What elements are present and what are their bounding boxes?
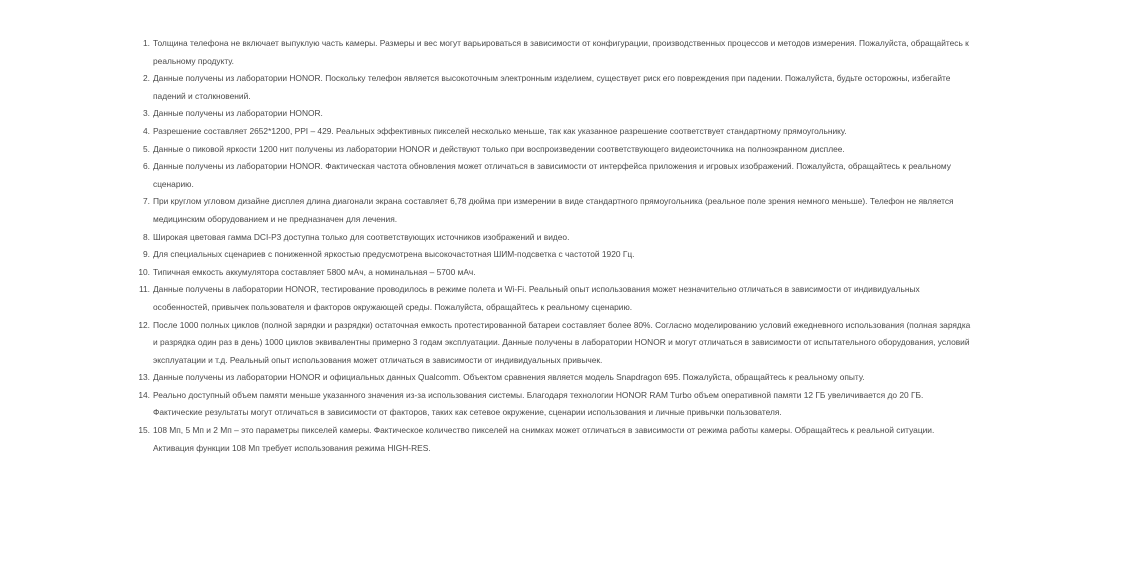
footnote-item: [0, 141, 990, 159]
footnote-text: Данные о пиковой яркости 1200 нит получены из лаборатории HONOR и действуют только при воспроизведении соответствующего видеоисточника на полноэкранном дисплее.: [153, 143, 845, 154]
footnote-text: Данные получены в лаборатории HONOR, тестирование проводилось в режиме полета и Wi-Fi. Реальный опыт использования может незначительно отличаться в зависимости от индивидуальных особенностей, привычек пользователя и факторов окружающей среды. Пожалуйста, обращайтесь к реальному сценарию.: [153, 284, 920, 312]
footnote-number: 10.: [138, 266, 150, 277]
footnote-item: [0, 158, 990, 193]
footnote-number: 1.: [143, 38, 150, 48]
footnote-text: После 1000 полных циклов (полной зарядки и разрядки) остаточная емкость протестированной батареи составляет более 80%. Согласно моделированию условий ежедневного использования (полная зарядка и разрядка один раз в день) 1000 циклов эквивалентны примерно 3 годам эксплуатации. Данные получены в лаборатории HONOR и могут отличаться в зависимости от испытательного оборудования, условий эксплуатации и т.д. Реальный опыт использования может отличаться в зависимости от индивидуальных привычек.: [153, 319, 971, 365]
footnote-text: Данные получены из лаборатории HONOR. Фактическая частота обновления может отличаться в зависимости от интерфейса приложения и игровых изображений. Пожалуйста, обращайтесь к реальному сценарию.: [153, 161, 951, 189]
footnote-number: 11.: [138, 284, 150, 295]
footnote-number: 3.: [143, 108, 150, 119]
footnote-text: Данные получены из лаборатории HONOR. Поскольку телефон является высокоточным электронным изделием, существует риск его повреждения при падении. Пожалуйста, будьте осторожны, избегайте падений и столкновений.: [153, 73, 951, 101]
footnote-text: Реально доступный объем памяти меньше указанного значения из-за использования системы. Благодаря технологии HONOR RAM Turbo объем оперативной памяти 12 ГБ увеличивается до 20 ГБ. Фактические результаты могут отличаться в зависимости от факторов, таких как сетевое окружение, сценарии использования и личные привычки пользователя.: [153, 389, 924, 418]
footnote-text: Широкая цветовая гамма DCI-P3 доступна только для соответствующих источников изображений и видео.: [153, 231, 570, 242]
footnote-number: 2.: [143, 73, 150, 84]
footnote-text: Толщина телефона не включает выпуклую часть камеры. Размеры и вес могут варьироваться в зависимости от конфигурации, производственных процессов и методов измерения. Пожалуйста, обращайтесь к реальному продукту.: [153, 38, 969, 66]
footnote-number: 9.: [143, 249, 150, 260]
footnote-item: [0, 123, 990, 141]
footnote-item: [0, 264, 990, 282]
footnote-number: 6.: [143, 161, 150, 172]
footnote-number: 15.: [138, 425, 150, 436]
footnote-text: Данные получены из лаборатории HONOR и официальных данных Qualcomm. Объектом сравнения является модель Snapdragon 695. Пожалуйста, обращайтесь к реальному опыту.: [153, 372, 865, 383]
footnote-number: 12.: [138, 319, 150, 330]
footnote-item: [0, 193, 990, 228]
footnote-item: [0, 70, 990, 105]
footnote-number: 8.: [143, 231, 150, 242]
footnote-text: Данные получены из лаборатории HONOR.: [153, 108, 323, 119]
footnote-item: [0, 105, 990, 123]
footnotes-list: [0, 35, 990, 457]
footnote-number: 4.: [143, 125, 150, 136]
footnote-item: [0, 35, 990, 70]
footnote-text: Типичная емкость аккумулятора составляет 5800 мАч, а номинальная – 5700 мАч.: [153, 266, 476, 277]
footnote-number: 7.: [143, 196, 150, 207]
footnote-item: [0, 246, 990, 264]
footnote-item: [0, 387, 990, 422]
footnote-item: [0, 369, 990, 387]
footnote-text: Для специальных сценариев с пониженной яркостью предусмотрена высокочастотная ШИМ-подсветка с частотой 1920 Гц.: [153, 249, 635, 260]
footnote-text: При круглом угловом дизайне дисплея длина диагонали экрана составляет 6,78 дюйма при измерении в виде стандартного прямоугольника (реальное поле зрения немного меньше). Телефон не является медицинским оборудованием и не предназначен для лечения.: [153, 196, 954, 224]
footnote-item: [0, 281, 990, 316]
footnote-text: 108 Мп, 5 Мп и 2 Мп – это параметры пикселей камеры. Фактическое количество пикселей на снимках может отличаться в зависимости от режима работы камеры. Обращайтесь к реальной ситуации. Активация функции 108 Мп требует использования режима HIGH-RES.: [153, 425, 935, 453]
footnote-number: 13.: [138, 372, 150, 383]
footnote-text: Разрешение составляет 2652*1200, PPI – 429. Реальных эффективных пикселей несколько меньше, так как указанное разрешение соответствует стандартному прямоугольнику.: [153, 125, 847, 136]
footnote-item: [0, 229, 990, 247]
footnote-number: 14.: [138, 389, 150, 400]
footnote-item: [0, 317, 990, 370]
footnote-number: 5.: [143, 143, 150, 154]
footnote-item: [0, 422, 990, 457]
